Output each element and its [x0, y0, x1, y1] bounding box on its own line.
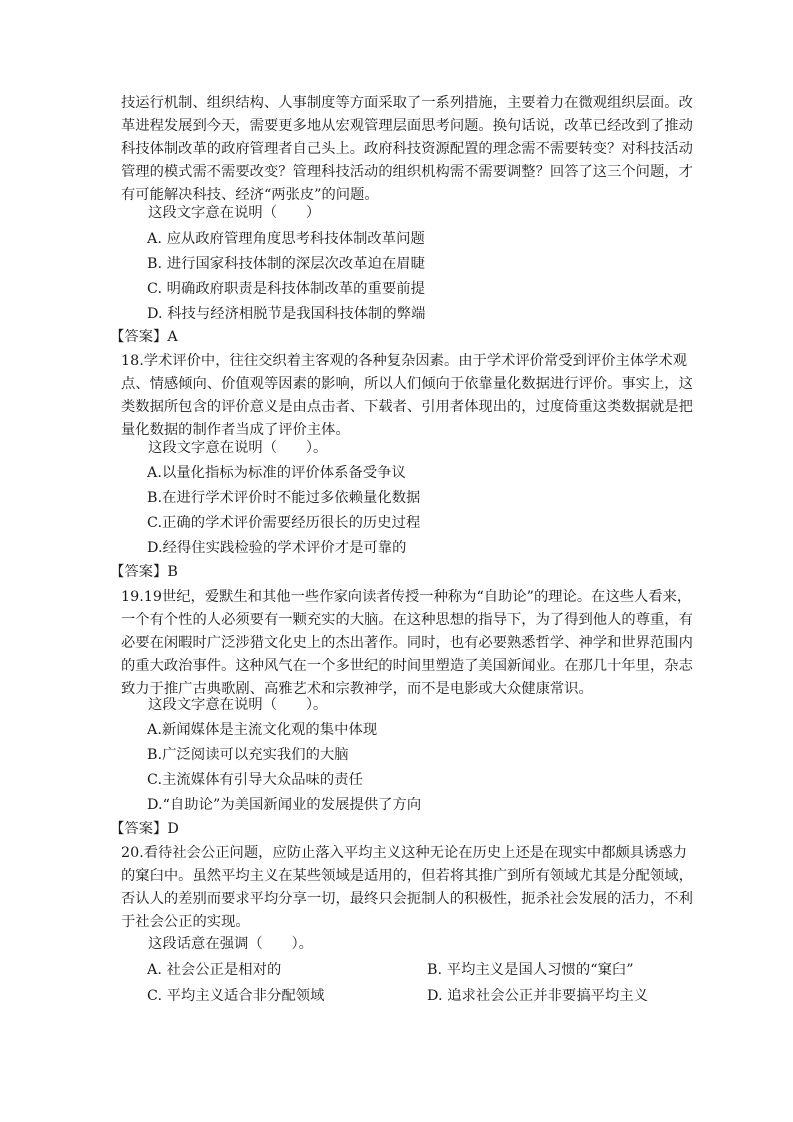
- q19-stem-line: 的重大政治事件。这种风气在一个多世纪的时间里塑造了美国新闻业。在那几十年里，杂志: [121, 658, 693, 674]
- q20-option-d: D. 追求社会公正并非要搞平均主义: [427, 988, 649, 1004]
- q17-stem-line: 科技体制改革的政府管理者自己头上。政府科技资源配置的理念需不需要转变？对科技活动: [121, 141, 693, 157]
- q18-option-d: D.经得住实践检验的学术评价才是可靠的: [147, 540, 407, 556]
- q18-stem-line: 点、情感倾向、价值观等因素的影响，所以人们倾向于依靠量化数据进行评价。事实上，这: [121, 376, 693, 392]
- q18-option-b: B.在进行学术评价时不能过多依赖量化数据: [147, 490, 421, 506]
- q20-stem-line: 否认人的差别而要求平均分享一切，最终只会扼制人的积极性，扼杀社会发展的活力，不利: [121, 891, 693, 907]
- q17-stem: [121, 92, 693, 207]
- q20-prompt: 这段话意在强调（ ）。: [148, 936, 314, 952]
- q20-stem-line: 于社会公正的实现。: [121, 914, 250, 930]
- q18-stem-line: 类数据所包含的评价意义是由点击者、下载者、引用者体现出的，过度倚重这类数据就是把: [121, 399, 693, 415]
- q17-option-d: D. 科技与经济相脱节是我国科技体制的弊端: [147, 306, 426, 322]
- q20-stem-line: 20.看待社会公正问题，应防止落入平均主义这种无论在历史上还是在现实中都颇具诱惑力: [121, 845, 688, 861]
- q18-stem: [121, 350, 693, 442]
- q19-option-d: D.“自助论”为美国新闻业的发展提供了方向: [147, 797, 422, 813]
- q19-stem-line: 必要在闲暇时广泛涉猎文化史上的杰出著作。同时，也有必要熟悉哲学、神学和世界范围内: [121, 635, 693, 651]
- q18-option-a: A.以量化指标为标准的评价体系备受争议: [147, 465, 406, 481]
- q17-option-a: A. 应从政府管理角度思考科技体制改革问题: [147, 231, 425, 247]
- q20-stem: [121, 842, 693, 934]
- q17-option-c: C. 明确政府职责是科技体制改革的重要前提: [147, 281, 425, 297]
- q17-option-b: B. 进行国家科技体制的深层次改革迫在眉睫: [147, 256, 425, 272]
- q17-stem-line: 管理的模式需不需要改变？管理科技活动的组织机构需不需要调整？回答了这三个问题，才: [121, 164, 693, 180]
- q18-stem-line: 18.学术评价中，往往交织着主客观的各种复杂因素。由于学术评价常受到评价主体学术观: [121, 353, 688, 369]
- q17-stem-line: 技运行机制、组织结构、人事制度等方面采取了一系列措施，主要着力在微观组织层面。改: [121, 95, 693, 111]
- q19-stem: [121, 586, 693, 701]
- q19-option-a: A.新闻媒体是主流文化观的集中体现: [147, 722, 378, 738]
- q18-option-c: C.正确的学术评价需要经历很长的历史过程: [147, 515, 421, 531]
- q19-stem-line: 一个有个性的人必须要有一颗充实的大脑。在这种思想的指导下，为了得到他人的尊重，有: [121, 612, 693, 628]
- q19-prompt: 这段文字意在说明（ ）。: [148, 697, 328, 713]
- q18-answer: 【答案】B: [110, 564, 178, 580]
- q17-stem-line: 革进程发展到今天，需要更多地从宏观管理层面思考问题。换句话说，改革已经改到了推动: [121, 118, 693, 134]
- q20-option-b: B. 平均主义是国人习惯的“窠臼”: [427, 962, 634, 978]
- q20-stem-line: 的窠臼中。虽然平均主义在某些领域是适用的，但若将其推广到所有领域尤其是分配领域，: [121, 868, 693, 884]
- q19-stem-line: 致力于推广古典歌剧、高雅艺术和宗教神学，而不是电影或大众健康常识。: [121, 681, 593, 697]
- q17-prompt: 这段文字意在说明（ ）: [148, 205, 321, 221]
- q20-option-c: C. 平均主义适合非分配领域: [147, 988, 325, 1004]
- q19-answer: 【答案】D: [110, 821, 179, 837]
- q19-option-b: B.广泛阅读可以充实我们的大脑: [147, 747, 349, 763]
- q19-stem-line: 19.19世纪，爱默生和其他一些作家向读者传授一种称为“自助论”的理论。在这些人看来，: [121, 589, 692, 605]
- q18-prompt: 这段文字意在说明（ ）。: [148, 440, 328, 456]
- q19-option-c: C.主流媒体有引导大众品味的责任: [147, 772, 363, 788]
- q18-stem-line: 量化数据的制作者当成了评价主体。: [121, 422, 350, 438]
- q17-answer: 【答案】A: [110, 329, 178, 345]
- q20-option-a: A. 社会公正是相对的: [147, 962, 282, 978]
- q17-stem-line: 有可能解决科技、经济“两张皮”的问题。: [121, 187, 379, 203]
